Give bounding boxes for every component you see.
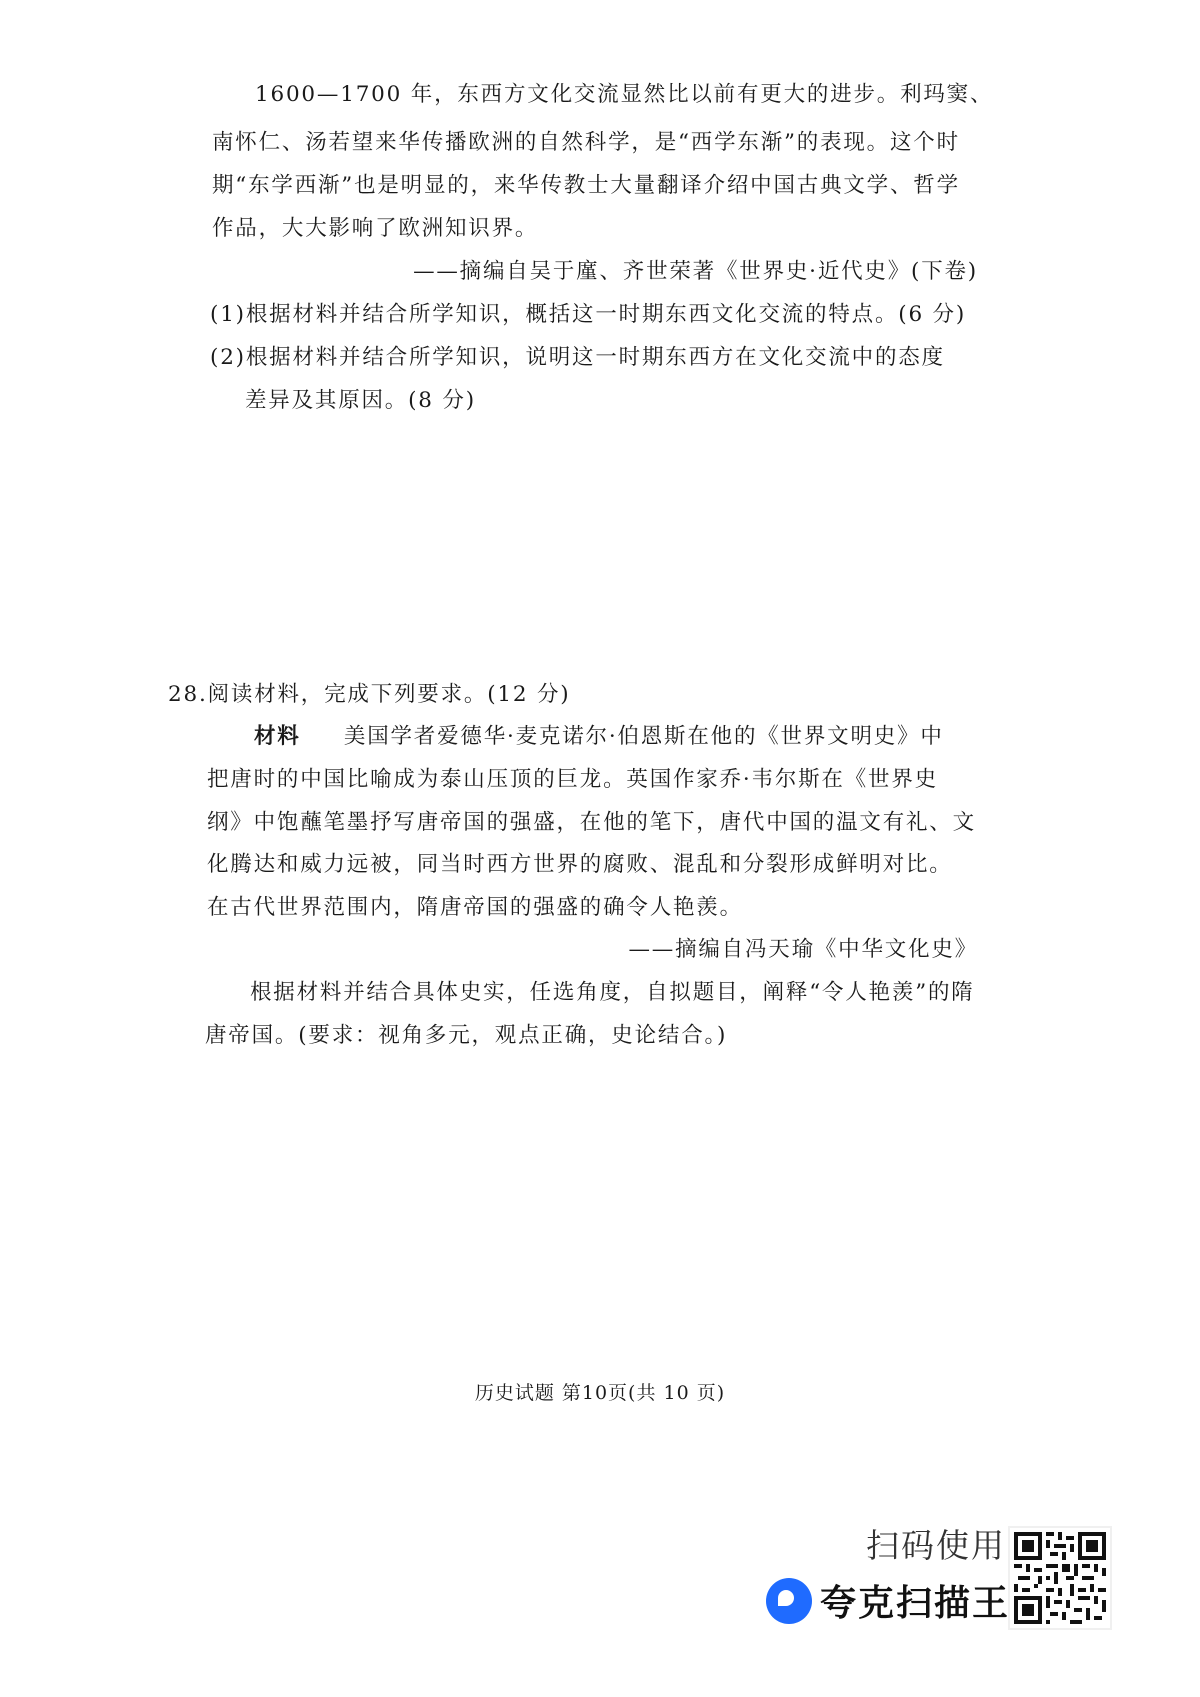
- q28-task-line-1: 根据材料并结合具体史实，任选角度，自拟题目，阐释“令人艳羡”的隋: [250, 980, 975, 1005]
- scan-to-use-label: 扫码使用: [866, 1526, 1006, 1565]
- q28-heading: 28.阅读材料，完成下列要求。(12 分): [168, 682, 571, 707]
- q27-subquestion-1: (1)根据材料并结合所学知识，概括这一时期东西文化交流的特点。(6 分): [210, 302, 967, 327]
- q27-subquestion-2-line-2: 差异及其原因。(8 分): [245, 388, 476, 413]
- qr-code-icon[interactable]: [1008, 1526, 1112, 1630]
- q28-passage-line-4: 化腾达和威力远被，同当时西方世界的腐败、混乱和分裂形成鲜明对比。: [207, 852, 953, 877]
- q28-passage-line-3: 纲》中饱蘸笔墨抒写唐帝国的强盛，在他的笔下，唐代中国的温文有礼、文: [207, 810, 976, 835]
- q28-passage-line-1: [254, 722, 944, 752]
- q27-source: ——摘编自吴于廑、齐世荣著《世界史·近代史》(下卷): [413, 259, 978, 284]
- q28-task-line-2: 唐帝国。(要求：视角多元，观点正确，史论结合。): [205, 1023, 728, 1048]
- q28-passage-line-2: 把唐时的中国比喻成为泰山压顶的巨龙。英国作家乔·韦尔斯在《世界史: [207, 767, 938, 792]
- quark-logo-icon: [766, 1578, 812, 1624]
- scanner-brand-name: 夸克扫描王: [820, 1583, 1011, 1624]
- q28-passage-line-5: 在古代世界范围内，隋唐帝国的强盛的确令人艳羡。: [207, 895, 743, 920]
- q28-source: ——摘编自冯天瑜《中华文化史》: [628, 937, 978, 962]
- page-footer: 历史试题 第10页(共 10 页): [474, 1382, 726, 1404]
- q27-passage-line-1: 1600—1700 年，东西方文化交流显然比以前有更大的进步。利玛窦、: [255, 82, 994, 107]
- q28-passage-first: 美国学者爱德华·麦克诺尔·伯恩斯在他的《世界文明史》中: [343, 724, 944, 749]
- q27-subquestion-2-line-1: (2)根据材料并结合所学知识，说明这一时期东西方在文化交流中的态度: [210, 345, 945, 370]
- scanner-brand: [766, 1575, 1010, 1626]
- q27-passage-line-4: 作品，大大影响了欧洲知识界。: [212, 216, 539, 241]
- q27-passage-line-3: 期“东学西渐”也是明显的，来华传教士大量翻译介绍中国古典文学、哲学: [212, 173, 960, 198]
- q27-passage-line-2: 南怀仁、汤若望来华传播欧洲的自然科学，是“西学东渐”的表现。这个时: [212, 130, 960, 155]
- q28-material-label: 材料: [254, 724, 301, 749]
